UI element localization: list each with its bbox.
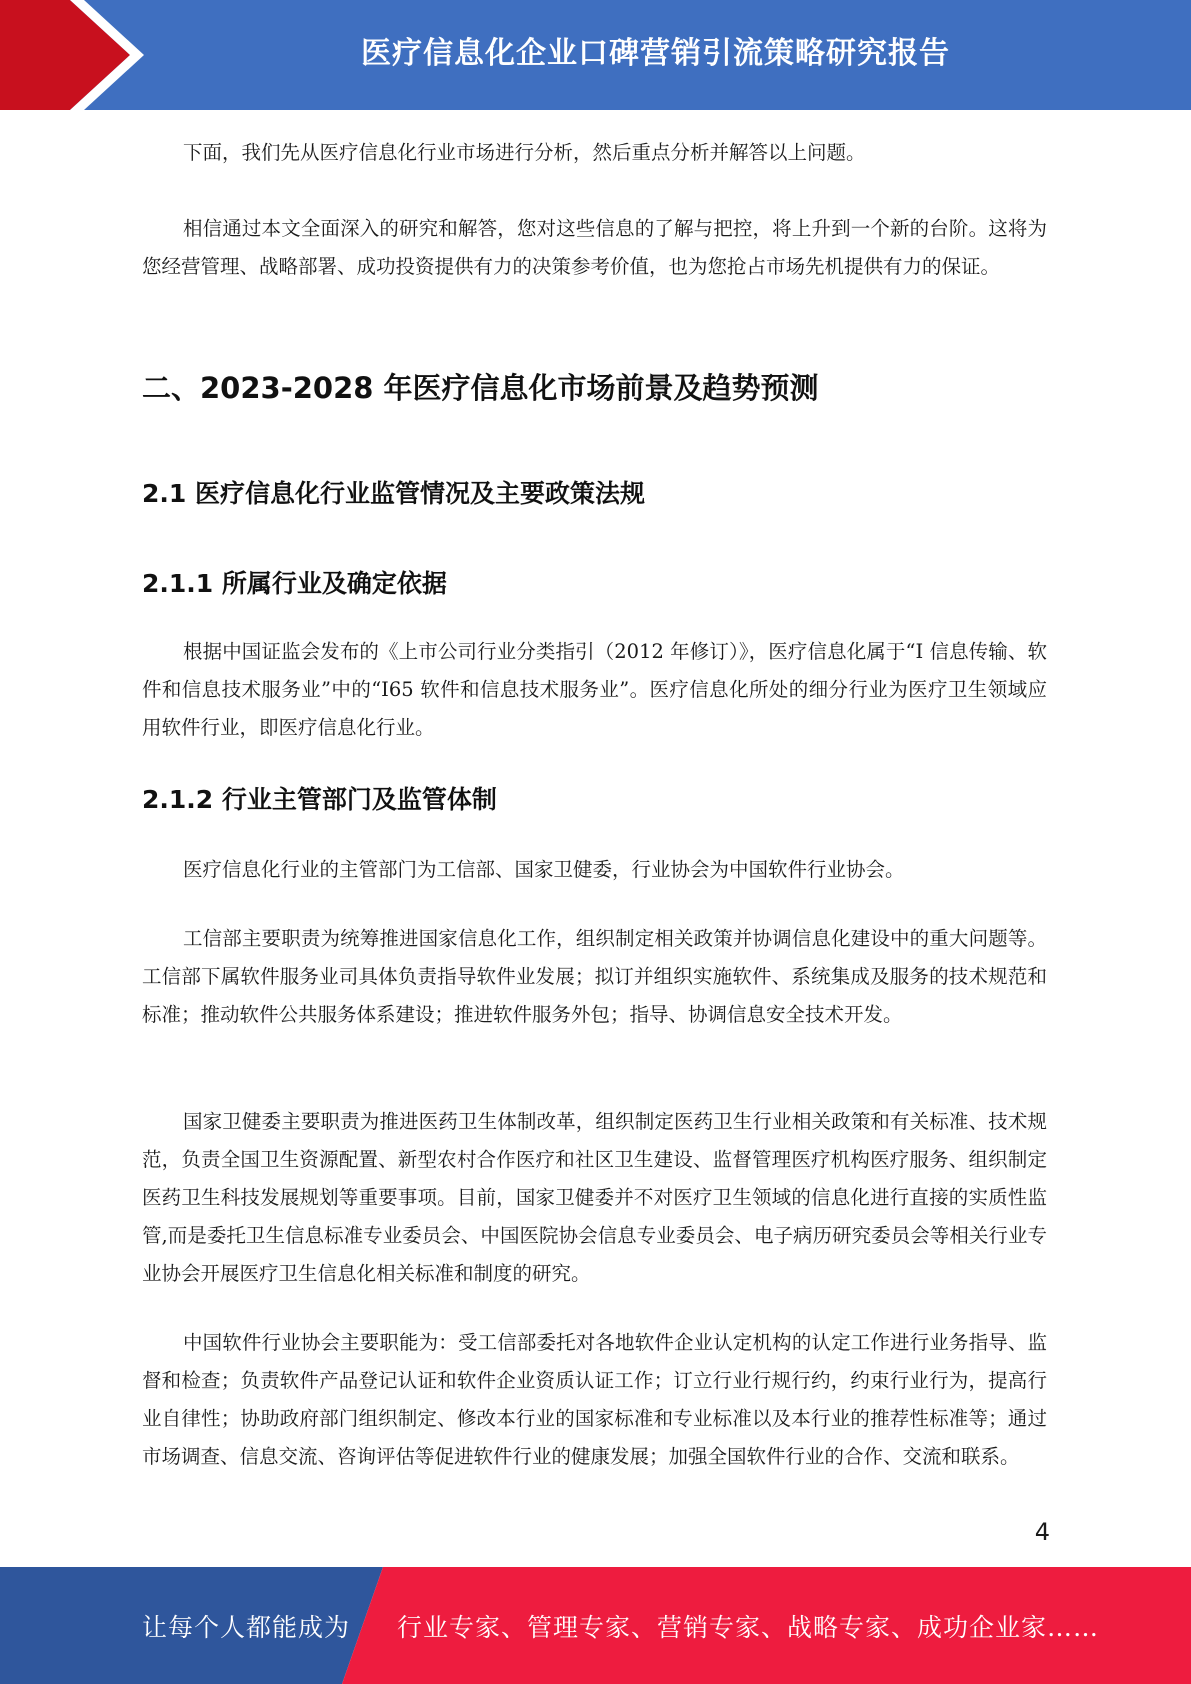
intro-paragraph-1: 下面，我们先从医疗信息化行业市场进行分析，然后重点分析并解答以上问题。 [183, 141, 866, 164]
footer-slogan-left: 让每个人都能成为 [142, 1612, 351, 1642]
intro-paragraph-2: 相信通过本文全面深入的研究和解答，您对这些信息的了解与把控，将上升到一个新的台阶。这将为您经营管理、战略部署、成功投资提供有力的决策参考价值，也为您抢占市场先机提供有力的保证。 [142, 217, 1047, 278]
section-2-1-1-paragraph: 根据中国证监会发布的《上市公司行业分类指引（2012 年修订）》，医疗信息化属于“I 信息传输、软件和信息技术服务业”中的“I65 软件和信息技术服务业”。医疗信息化所处的细分行业为医疗卫生领域应用软件行业，即医疗信息化行业。 [142, 640, 1047, 739]
footer-slogan-right: 行业专家、管理专家、营销专家、战略专家、成功企业家…… [397, 1612, 1100, 1642]
section-heading-2-1-1: 2.1.1 所属行业及确定依据 [142, 569, 447, 598]
page-header [0, 0, 1191, 110]
section-heading-2-1-2: 2.1.2 行业主管部门及监管体制 [142, 785, 497, 814]
section-2-1-2-paragraph-2: 工信部主要职责为统筹推进国家信息化工作，组织制定相关政策并协调信息化建设中的重大问题等。工信部下属软件服务业司具体负责指导软件业发展；拟订并组织实施软件、系统集成及服务的技术规范和标准；推动软件公共服务体系建设；推进软件服务外包；指导、协调信息安全技术开发。 [142, 927, 1047, 1026]
chapter-heading: 二、2023-2028 年医疗信息化市场前景及趋势预测 [142, 371, 819, 405]
section-heading-2-1: 2.1 医疗信息化行业监管情况及主要政策法规 [142, 479, 645, 508]
page-footer [0, 1567, 1191, 1684]
section-2-1-2-paragraph-3: 国家卫健委主要职责为推进医药卫生体制改革，组织制定医药卫生行业相关政策和有关标准、技术规范，负责全国卫生资源配置、新型农村合作医疗和社区卫生建设、监督管理医疗机构医疗服务、组织制定医药卫生科技发展规划等重要事项。目前，国家卫健委并不对医疗卫生领域的信息化进行直接的实质性监管,而是委托卫生信息标准专业委员会、中国医院协会信息专业委员会、电子病历研究委员会等相关行业专业协会开展医疗卫生信息化相关标准和制度的研究。 [142, 1110, 1047, 1285]
section-2-1-2-paragraph-4: 中国软件行业协会主要职能为：受工信部委托对各地软件企业认定机构的认定工作进行业务指导、监督和检查；负责软件产品登记认证和软件企业资质认证工作；订立行业行规行约，约束行业行为，提高行业自律性；协助政府部门组织制定、修改本行业的国家标准和专业标准以及本行业的推荐性标准等；通过市场调查、信息交流、咨询评估等促进软件行业的健康发展；加强全国软件行业的合作、交流和联系。 [142, 1331, 1047, 1468]
page-number: 4 [1034, 1518, 1050, 1546]
report-title: 医疗信息化企业口碑营销引流策略研究报告 [361, 36, 950, 71]
section-2-1-2-paragraph-1: 医疗信息化行业的主管部门为工信部、国家卫健委，行业协会为中国软件行业协会。 [183, 858, 905, 881]
